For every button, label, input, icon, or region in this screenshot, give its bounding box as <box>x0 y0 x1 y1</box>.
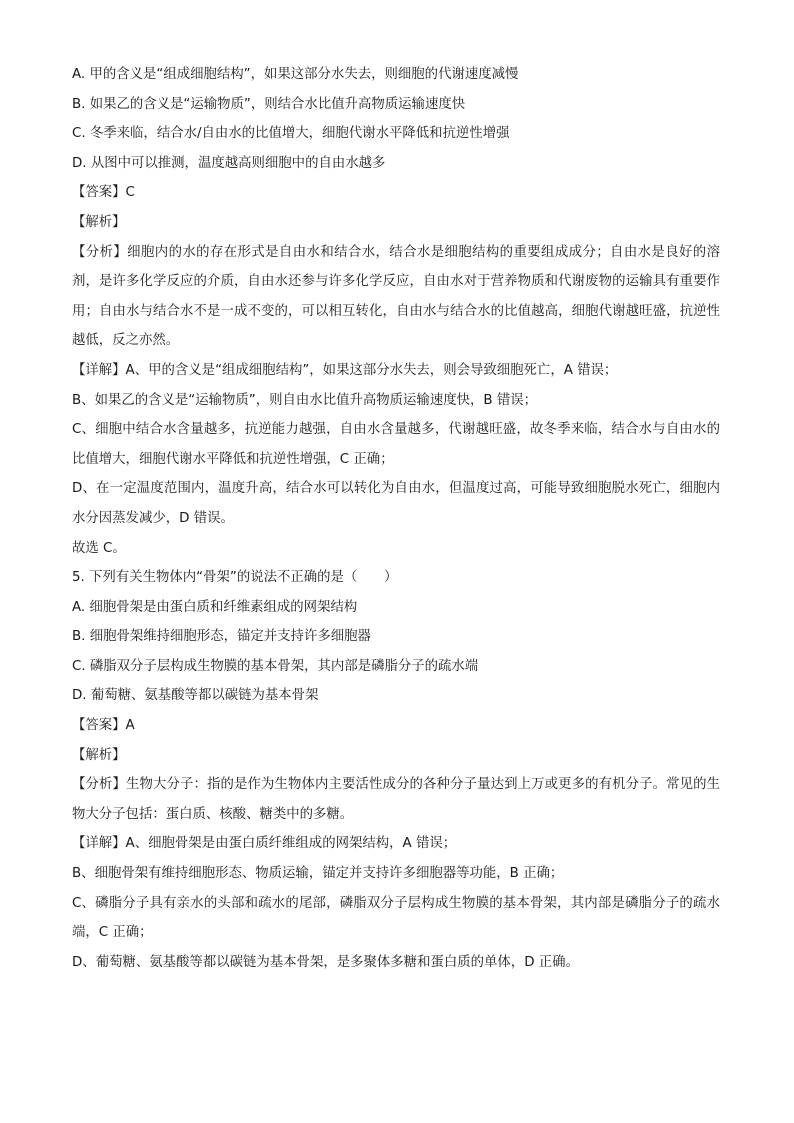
q5-option-d: D. 葡萄糖、氨基酸等都以碳链为基本骨架 <box>72 688 319 704</box>
q4-option-c: C. 冬季来临，结合水/自由水的比值增大，细胞代谢水平降低和抗逆性增强 <box>72 126 510 142</box>
q4-analysis: 【分析】细胞内的水的存在形式是自由水和结合水，结合水是细胞结构的重要组成成分；自由水是良好的溶剂，是许多化学反应的介质，自由水还参与许多化学反应，自由水对于营养物质和代谢废物的运输具有重要作用；自由水与结合水不是一成不变的，可以相互转化，自由水与结合水的比值越高，细胞代谢越旺盛，抗逆性越低，反之亦然。 <box>72 244 720 349</box>
q5-stem: 5. 下列有关生物体内“骨架”的说法不正确的是（ ） <box>72 570 398 586</box>
q5-option-c: C. 磷脂双分子层构成生物膜的基本骨架，其内部是磷脂分子的疏水端 <box>72 658 479 674</box>
q5-option-a: A. 细胞骨架是由蛋白质和纤维素组成的网架结构 <box>72 599 358 615</box>
q5-detail-d: D、葡萄糖、氨基酸等都以碳链为基本骨架，是多聚体多糖和蛋白质的单体，D 正确。 <box>72 954 579 970</box>
q4-answer: 【答案】C <box>72 185 135 201</box>
q5-answer: 【答案】A <box>72 718 135 734</box>
q4-conclusion: 故选 C。 <box>72 540 126 556</box>
q4-option-a: A. 甲的含义是“组成细胞结构”，如果这部分水失去，则细胞的代谢速度减慢 <box>72 67 519 82</box>
q5-option-b: B. 细胞骨架维持细胞形态，锚定并支持许多细胞器 <box>72 629 371 645</box>
q4-option-d: D. 从图中可以推测，温度越高则细胞中的自由水越多 <box>72 155 386 171</box>
q4-detail-c: C、细胞中结合水含量越多，抗逆能力越强，自由水含量越多，代谢越旺盛，故冬季来临，结合水与自由水的比值增大，细胞代谢水平降低和抗逆性增强，C 正确； <box>72 422 720 467</box>
q4-analysis-title: 【解析】 <box>72 214 126 230</box>
q5-detail-a: 【详解】A、细胞骨架是由蛋白质纤维组成的网架结构，A 错误； <box>72 836 457 852</box>
q4-option-b: B. 如果乙的含义是“运输物质”，则结合水比值升高物质运输速度快 <box>72 96 466 112</box>
q5-analysis-title: 【解析】 <box>72 747 126 763</box>
q5-detail-b: B、细胞骨架有维持细胞形态、物质运输，锚定并支持许多细胞器等功能，B 正确； <box>72 866 564 882</box>
q4-detail-b: B、如果乙的含义是“运输物质”，则自由水比值升高物质运输速度快，B 错误； <box>72 392 538 408</box>
q5-analysis: 【分析】生物大分子：指的是作为生物体内主要活性成分的各种分子量达到上万或更多的有机分子。常见的生物大分子包括：蛋白质、核酸、糖类中的多糖。 <box>72 777 720 822</box>
document-page <box>72 60 720 977</box>
q5-detail-c: C、磷脂分子具有亲水的头部和疏水的尾部，磷脂双分子层构成生物膜的基本骨架，其内部是磷脂分子的疏水端，C 正确； <box>72 895 720 941</box>
q4-detail-a: 【详解】A、甲的含义是“组成细胞结构”，如果这部分水失去，则会导致细胞死亡，A 错误； <box>72 362 618 378</box>
q4-detail-d: D、在一定温度范围内，温度升高，结合水可以转化为自由水，但温度过高，可能导致细胞脱水死亡，细胞内水分因蒸发减少，D 错误。 <box>72 481 720 526</box>
